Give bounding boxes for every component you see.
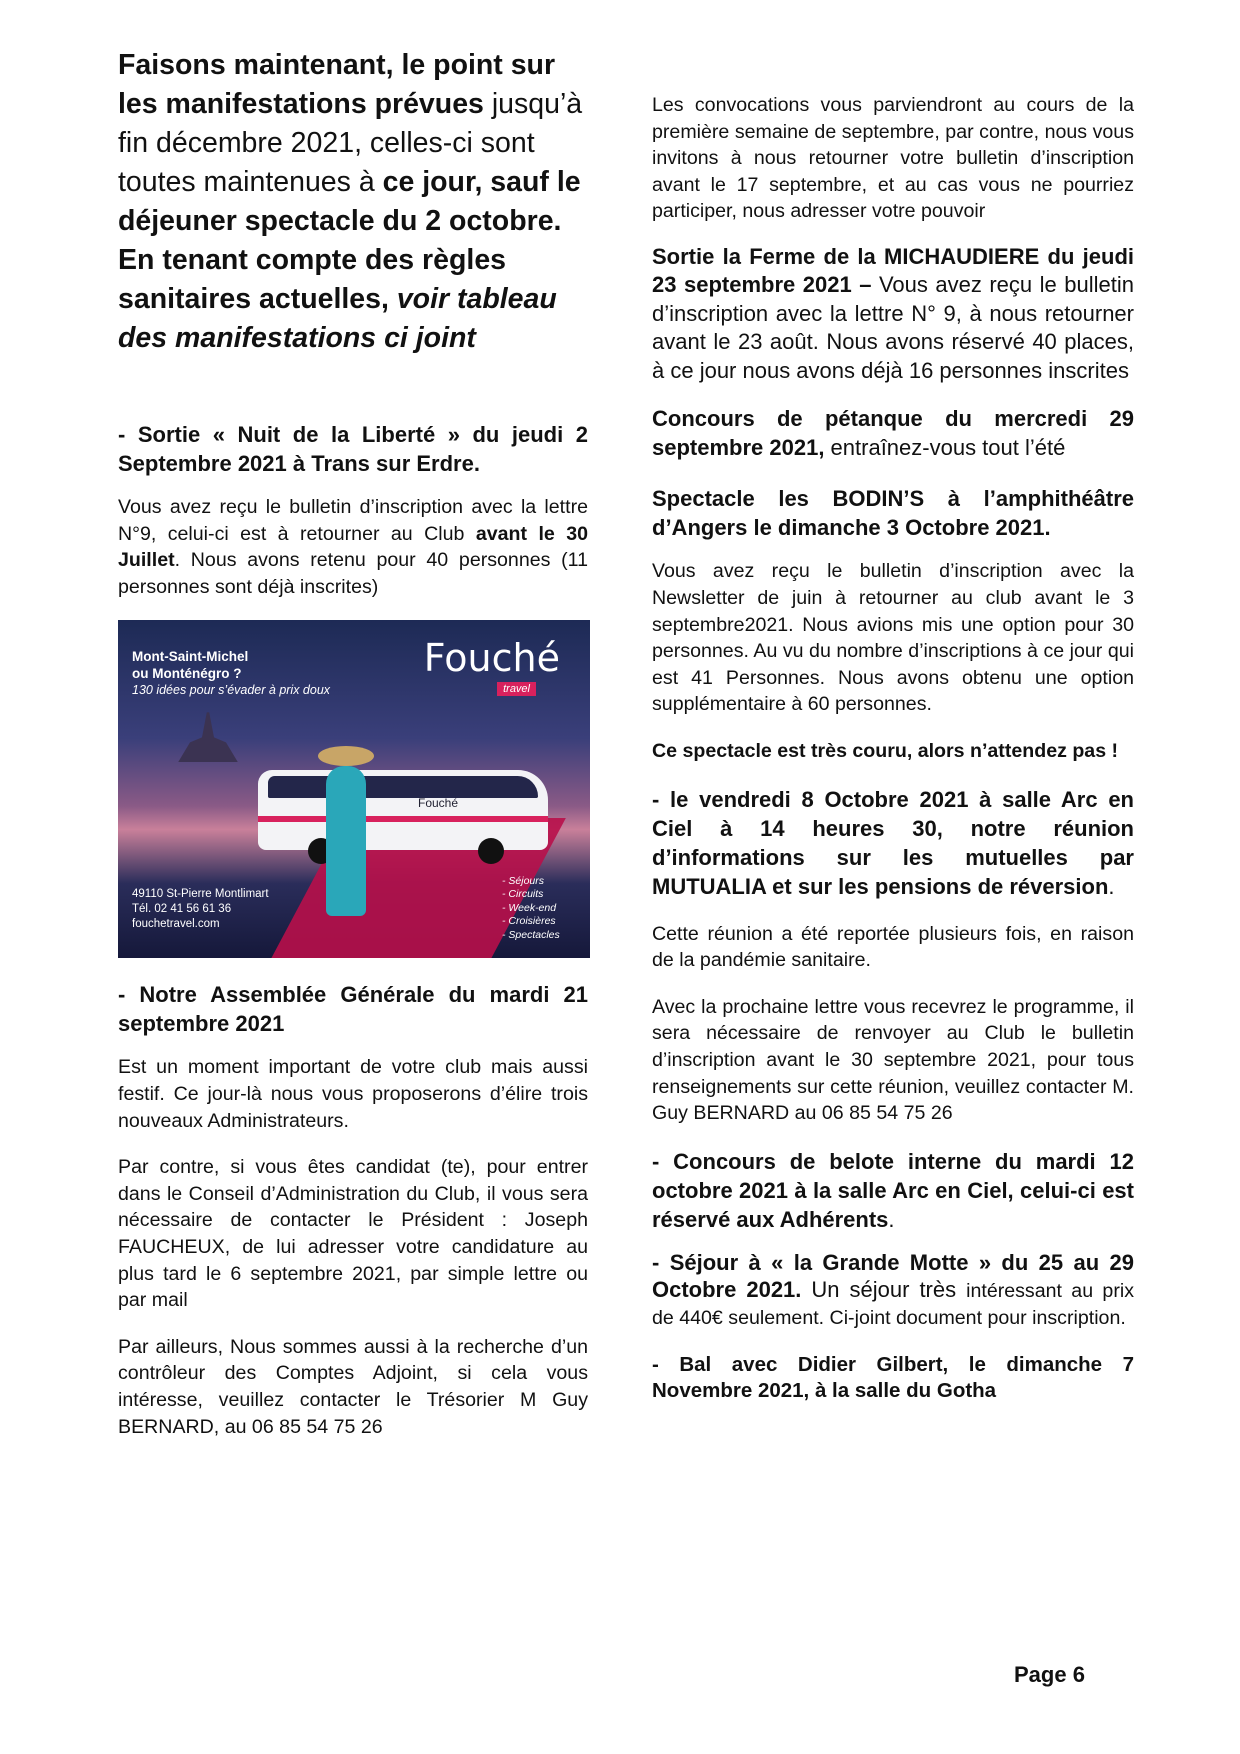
ad-tagline-1: Mont-Saint-Michel (132, 649, 249, 665)
belote-dot: . (888, 1206, 895, 1232)
ad-phone: Tél. 02 41 56 61 36 (132, 903, 232, 916)
sejour-text-1: Un séjour très (801, 1277, 967, 1303)
mutualia-text-2: Avec la prochaine lettre vous recevrez le programme, il sera nécessaire de renvoyer au Club le bulletin d’inscription avant le 30 septembre 2021, pour tous renseignements sur cette réunion, veuillez contacter M. Guy BERNARD au 06 85 54 75 26 (652, 995, 1134, 1125)
intro-bold-1: Faisons maintenant, le point sur les manifestations prévues (118, 49, 556, 120)
fouche-travel-ad-image (118, 620, 590, 958)
ad-service-item: - Séjours (502, 874, 545, 887)
ferme-heading: Sortie la Ferme de la MICHAUDIERE du jeudi 23 septembre 2021 – (652, 243, 1134, 298)
convocations-text: Les convocations vous parviendront au cours de la première semaine de septembre, par contre, nous vous invitons à nous retourner votre bulletin d’inscription avant le 17 septembre, et au cas vous ne pourriez participer, nous adresser votre pouvoir (652, 94, 1134, 223)
nuit-text-a: Vous avez reçu le bulletin d’inscription avec la lettre N°9, celui-ci est à retourner au Club (118, 496, 588, 545)
right-column (652, 92, 1134, 1404)
ad-service-item: - Spectacles (502, 928, 560, 941)
ag-text-1: Est un moment important de votre club mais aussi festif. Ce jour-là nous vous proposerons d’élire trois nouveaux Administrateurs. (118, 1056, 588, 1132)
traveler-figure-icon (326, 766, 366, 916)
nuit-text-b: avant le 30 Juillet (118, 522, 588, 572)
nuit-text (118, 494, 588, 600)
nuit-heading: - Sortie « Nuit de la Liberté » du jeudi 2 Septembre 2021 à Trans sur Erdre. (118, 422, 588, 476)
sejour-text-2: intéressant au prix de 440€ seulement. Ci-joint document pour inscription. (652, 1280, 1134, 1329)
petanque-text: entraînez-vous tout l’été (824, 434, 1066, 460)
intro-paragraph (118, 46, 588, 358)
bus-window-shape (268, 776, 538, 798)
ag-text-3: Par ailleurs, Nous sommes aussi à la recherche d’un contrôleur des Comptes Adjoint, si cela vous intéresse, veuillez contacter le Trésorier M Guy BERNARD, au 06 85 54 75 26 (118, 1335, 588, 1438)
ad-contact (132, 887, 269, 932)
ad-service-item: - Circuits (502, 888, 544, 901)
ad-web: fouchetravel.com (132, 918, 220, 931)
mutualia-heading (652, 785, 1134, 901)
nuit-text-c: . Nous avons retenu pour 40 personnes (11 personnes sont déjà inscrites) (118, 549, 588, 598)
bodins-text: Vous avez reçu le bulletin d’inscription avec la Newsletter de juin à retourner au club avant le 3 septembre2021. Nous avions mis une option pour 30 personnes. Au vu du nombre d’inscriptions à ce jour qui est 41 Personnes. Nous avons obtenu une option supplémentaire à 60 personnes. (652, 560, 1134, 716)
ag-heading: - Notre Assemblée Générale du mardi 21 septembre 2021 (118, 982, 588, 1037)
mont-saint-michel-icon (178, 712, 238, 762)
mutualia-dot: . (1108, 873, 1115, 899)
ad-service-item: - Croisières (502, 915, 556, 928)
petanque-paragraph (652, 405, 1134, 462)
petanque-heading: Concours de pétanque du mercredi 29 septembre 2021, (652, 406, 1134, 460)
intro-normal-1: jusqu’à fin décembre 2021, celles-ci sont toutes maintenues à (118, 88, 583, 198)
bodins-heading: Spectacle les BODIN’S à l’amphithéâtre d’Angers le dimanche 3 Octobre 2021. (652, 486, 1134, 541)
hat-icon (318, 746, 374, 766)
ag-text-2: Par contre, si vous êtes candidat (te), pour entrer dans le Conseil d’Administration du Club, il vous sera nécessaire de contacter le Président : Joseph FAUCHEUX, de lui adresser votre candidature au plus tard le 6 septembre 2021, par simple lettre ou par mail (118, 1156, 588, 1312)
fouche-logo: Fouché (423, 636, 560, 681)
mutualia-text-1: Cette réunion a été reportée plusieurs fois, en raison de la pandémie sanitaire. (652, 922, 1134, 972)
bus-stripe-shape (258, 816, 548, 822)
ferme-paragraph (652, 243, 1134, 386)
ad-tagline (132, 648, 330, 699)
belote-heading-text: - Concours de belote interne du mardi 12 octobre 2021 à la salle Arc en Ciel, celui-ci est réservé aux Adhérents (652, 1148, 1134, 1232)
intro-bold-italic: voir tableau des manifestations ci joint (118, 283, 557, 354)
page-number: Page 6 (1014, 1662, 1085, 1687)
ferme-text: Vous avez reçu le bulletin d’inscription avec la lettre N° 9, à nous retourner avant le 23 août. Nous avons réservé 40 places, à ce jour nous avons déjà 16 personnes inscrites (652, 272, 1134, 383)
sejour-paragraph (652, 1250, 1134, 1332)
mutualia-heading-text: - le vendredi 8 Octobre 2021 à salle Arc en Ciel à 14 heures 30, notre réunion d’informations sur les mutuelles par MUTUALIA et sur les pensions de réversion (652, 786, 1134, 899)
bodins-note: Ce spectacle est très couru, alors n’attendez pas ! (652, 740, 1119, 763)
fouche-logo-sub: travel (497, 682, 536, 696)
sejour-heading: - Séjour à « la Grande Motte » du 25 au 29 Octobre 2021. (652, 1249, 1134, 1303)
ad-service-item: - Week-end (502, 901, 557, 914)
bus-brand-text: Fouché (418, 796, 459, 811)
ad-services (502, 875, 560, 943)
intro-bold-2: ce jour, sauf le déjeuner spectacle du 2 octobre. En tenant compte des règles sanitaires actuelles, (118, 166, 581, 315)
left-column (118, 46, 588, 1440)
ad-tagline-3: 130 idées pour s’évader à prix doux (132, 683, 331, 698)
ad-tagline-2: ou Monténégro ? (132, 666, 242, 682)
bal-heading: - Bal avec Didier Gilbert, le dimanche 7 Novembre 2021, à la salle du Gotha (652, 1352, 1134, 1402)
belote-heading (652, 1147, 1134, 1234)
ad-address: 49110 St-Pierre Montlimart (132, 888, 269, 901)
